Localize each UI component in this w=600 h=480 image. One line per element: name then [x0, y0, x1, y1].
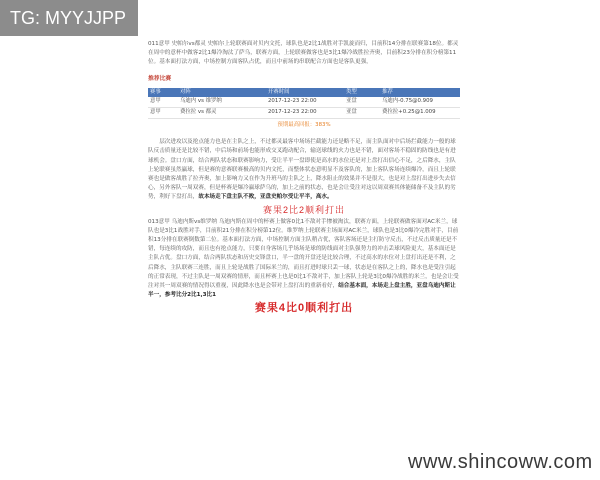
prediction-conclusion: 故本场走下盘主队不败，亚盘史帕尔受让平半，高水。 — [198, 194, 333, 201]
table-cell: 费拉拉+0.25@1.009 — [380, 108, 460, 119]
prediction-conclusion: 结合基本面，本场走上盘主胜，亚盘乌迪内斯让半一，参考比分2比1,3比1 — [148, 283, 456, 299]
match-analysis-paragraph-2 — [148, 138, 460, 202]
recommend-section-title: 推荐比赛 — [148, 75, 172, 82]
table-header-cell: 类型 — [344, 88, 380, 97]
table-header-cell: 对阵 — [178, 88, 266, 97]
expected-return-line: 预期最高回报：383% — [277, 122, 331, 129]
table-cell: 乌迪内-0.75@0.909 — [380, 97, 460, 108]
table-row — [148, 97, 460, 108]
table-header-cell: 推荐 — [380, 88, 460, 97]
table-cell: 2017-12-23 22:00 — [266, 108, 344, 119]
table-header-cell: 赛事 — [148, 88, 178, 97]
site-watermark — [404, 451, 600, 473]
table-cell: 2017-12-23 22:00 — [266, 97, 344, 108]
recommend-table — [148, 88, 460, 119]
table-row — [148, 108, 460, 119]
table-cell: 亚盘 — [344, 97, 380, 108]
table-cell: 费拉拉 vs 都灵 — [178, 108, 266, 119]
table-cell: 意甲 — [148, 108, 178, 119]
table-header-cell: 开赛时间 — [266, 88, 344, 97]
table-cell: 乌迪内 vs 维罗纳 — [178, 97, 266, 108]
match-analysis-paragraph-1: 011意甲 史帕尔vs都灵 史帕尔上轮联赛面对贝内文托，球队也是2比1战胜对手凯旋而归，目前积14分排在联赛第18位。都灵在周中的意杯中做客2比1爆冷淘汰了萨乌，联赛方面，上轮联赛做客也是3比1爆冷战胜拉齐奥，目前积23分排在积分榜第11位。基本面打法方面，中场控制方面客队占优，而且中前场的串联配合方面也是客队更强， — [148, 41, 459, 66]
tg-badge — [0, 0, 138, 36]
result-headline-2: 赛果4比0顺利打出 — [254, 302, 354, 315]
result-headline-1: 赛果2比2顺利打出 — [262, 204, 345, 215]
analysis-text: 013意甲 乌迪内斯vs维罗纳 乌迪内斯在周中的杯赛上做客0比1不敌对手惨被淘汰，联赛方面，上轮联赛做客面对AC米兰，球队也是3比1战胜对手，目前积21分排在积分榜第12位。维罗纳上轮联赛主场面对AC米兰，球队也是3比0爆冷完胜对手，目前积13分排在联赛倒数第二位。基本面打法方面，中场控制方面主队稍占优，客队客场还是主打防守反击，不过反击质量还是不错，每连续的攻防，而且也有抢点能力，只要自身客场几乎场场是球的防线面对主队强势力的冲击丢球风险更大，基本面还是主队占优。盘口方面，结合两队状态和历史交锋盘口，半一盘的开盘还是比较合理，不过高水的水位对上盘打出还是不利，之后降水，主队联赛三连胜，而且上轮是战胜了国际米兰的，而且打进时球只丢一球，状态是在客队之上的，降水也是受注引起的正常表现，不过主队是一周双赛的情形，而且杯赛上也是0比1不敌对手，加上客队上轮是3比0爆冷战胜的米兰，也是会让受注对其一周双赛的情况得以重视，因此降水也是会带对上盘打出的重新看好， — [148, 218, 459, 290]
table-cell: 亚盘 — [344, 108, 380, 119]
match-analysis-paragraph-3 — [148, 218, 460, 301]
article-body — [148, 40, 460, 317]
table-cell: 意甲 — [148, 97, 178, 108]
table-header-row — [148, 88, 460, 97]
tg-badge-text: TG: MYYJJPP — [10, 8, 127, 28]
watermark-text: www.shincoww.com — [408, 451, 593, 473]
analysis-text: 层次进攻以及抢点能力也是在主队之上，不过都灵最客中场场拦截能力还是略不足，而主队面对中后场拦截能力一般的球队反击质量还是比较不错，中后场和前场也能形成交叉跑动配合，输送球线的火力也是不错，面对客场不稳固的防线也是有进球机会。盘口方面，结合两队状态和联赛影响力，受让半平一盘即使是高水的水位还是对上盘打出信心不足，之后降水，主队上轮联赛虽然赢球，但是赛的意赛联赛极高的贝内文托，而整体状态意明显不及客队的，加上客队客场连续爆冷，而且上轮联赛也是做客战胜了拉齐奥，加上影响力又在作为升班马的主队之上，降水阻止的效果并不是很大，也是对上盘打出进步失去信心，另外客队一周双赛，但是杯赛是爆冷赢球萨乌的，加上之前的状态，也是会让受注对这以周双赛其体能储备不及主队的劣势，利好下盘打出， — [148, 139, 456, 201]
